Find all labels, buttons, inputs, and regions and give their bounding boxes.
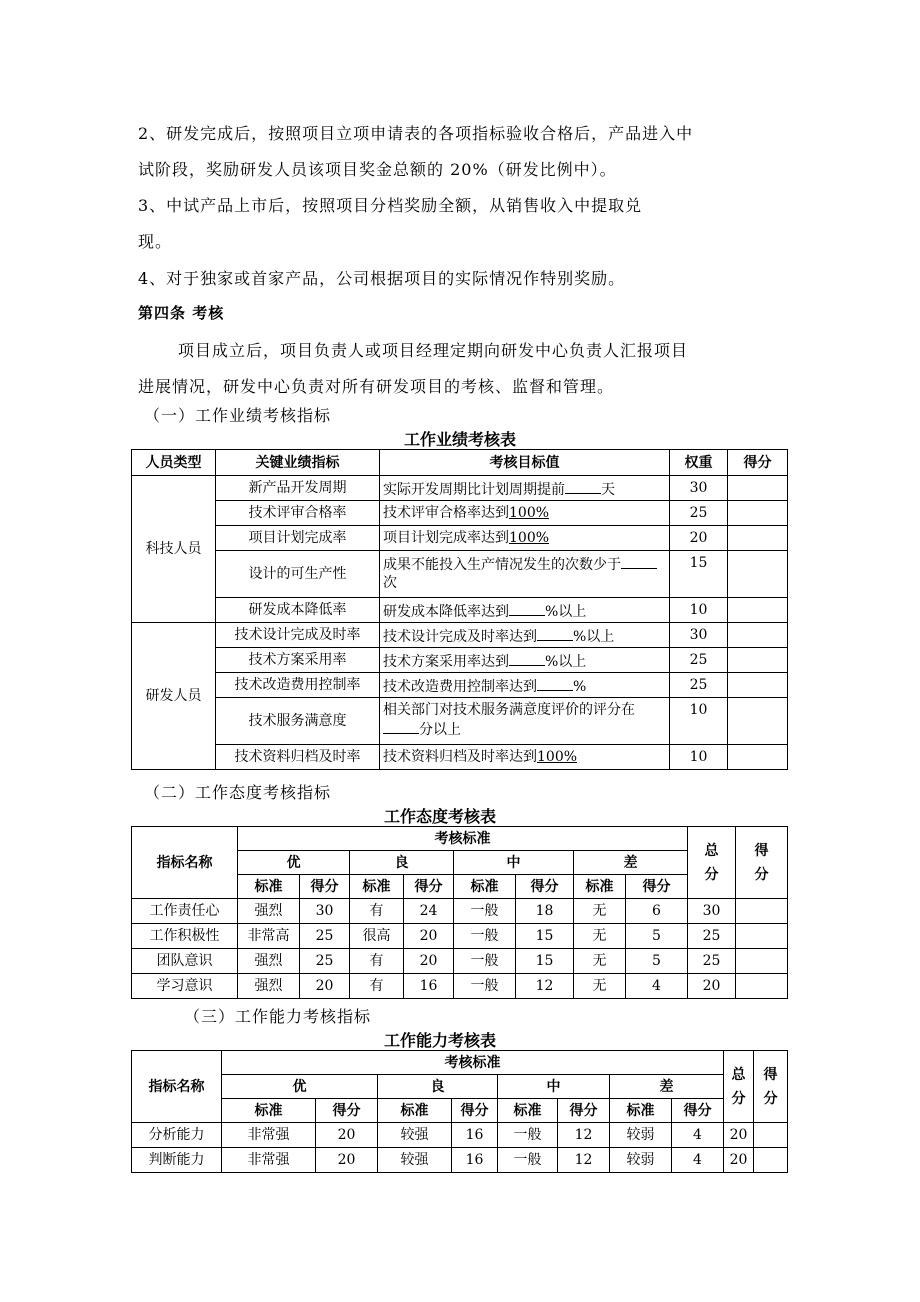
table-row bbox=[132, 623, 788, 648]
target-text: 技术方案采用率达到 bbox=[383, 654, 509, 670]
score-value-cell: 16 bbox=[404, 974, 454, 999]
standard-cell: 一般 bbox=[498, 1123, 558, 1148]
target-value: 100% bbox=[509, 505, 550, 521]
table-row bbox=[132, 551, 788, 598]
target-cell bbox=[380, 501, 670, 526]
grade-header: 优 bbox=[222, 1075, 378, 1099]
sub-header-standard: 标准 bbox=[378, 1099, 452, 1123]
score-value-cell: 20 bbox=[316, 1123, 378, 1148]
sub-header-score: 得分 bbox=[672, 1099, 724, 1123]
target-text: 技术改造费用控制率达到 bbox=[383, 679, 537, 695]
standard-cell: 较弱 bbox=[610, 1148, 672, 1173]
table-row bbox=[132, 899, 788, 924]
score-value-cell: 12 bbox=[516, 974, 574, 999]
standard-cell: 非常强 bbox=[222, 1148, 316, 1173]
header-name: 指标名称 bbox=[132, 827, 238, 899]
target-text: 技术评审合格率达到 bbox=[383, 505, 509, 521]
score-value-cell: 24 bbox=[404, 899, 454, 924]
weight-cell: 20 bbox=[670, 526, 728, 551]
paragraph-3-line2: 现。 bbox=[138, 232, 173, 251]
target-text: 相关部门对技术服务满意度评价的评分在 bbox=[383, 702, 635, 718]
indicator-cell: 设计的可生产性 bbox=[216, 551, 380, 598]
score-value-cell: 25 bbox=[300, 949, 350, 974]
table-row bbox=[132, 526, 788, 551]
total-cell: 20 bbox=[724, 1123, 754, 1148]
header-indicator: 关键业绩指标 bbox=[216, 450, 380, 476]
indicator-cell: 研发成本降低率 bbox=[216, 598, 380, 623]
sub-header-standard: 标准 bbox=[574, 875, 626, 899]
sub-header-standard: 标准 bbox=[238, 875, 300, 899]
target-cell bbox=[380, 623, 670, 648]
score-value-cell: 20 bbox=[404, 949, 454, 974]
score-cell bbox=[728, 698, 788, 745]
target-value: 100% bbox=[509, 530, 550, 546]
table-row bbox=[132, 698, 788, 745]
score-cell bbox=[736, 924, 788, 949]
target-cell bbox=[380, 648, 670, 673]
indicator-cell: 新产品开发周期 bbox=[216, 476, 380, 501]
table-row bbox=[132, 924, 788, 949]
standard-cell: 强烈 bbox=[238, 899, 300, 924]
score-cell bbox=[728, 551, 788, 598]
sub-header-standard: 标准 bbox=[454, 875, 516, 899]
table-row bbox=[132, 648, 788, 673]
score-cell bbox=[728, 745, 788, 770]
weight-cell: 10 bbox=[670, 698, 728, 745]
header-row bbox=[132, 827, 788, 851]
score-value-cell: 12 bbox=[558, 1148, 610, 1173]
sub-header-score: 得分 bbox=[316, 1099, 378, 1123]
table-row bbox=[132, 673, 788, 698]
target-cell bbox=[380, 745, 670, 770]
intro-line1: 项目成立后，项目负责人或项目经理定期向研发中心负责人汇报项目 bbox=[178, 341, 689, 360]
weight-cell: 30 bbox=[670, 623, 728, 648]
score-cell bbox=[728, 501, 788, 526]
standard-cell: 很高 bbox=[350, 924, 404, 949]
paragraph-2-line1: 2、研发完成后，按照项目立项申请表的各项指标验收合格后，产品进入中 bbox=[138, 124, 694, 143]
person-type-cell: 研发人员 bbox=[132, 623, 216, 770]
indicator-name: 判断能力 bbox=[132, 1148, 222, 1173]
score-value-cell: 20 bbox=[316, 1148, 378, 1173]
target-unit: 天 bbox=[601, 482, 615, 498]
standard-cell: 有 bbox=[350, 899, 404, 924]
header-target: 考核目标值 bbox=[380, 450, 670, 476]
target-unit: %以上 bbox=[573, 629, 615, 645]
score-value-cell: 30 bbox=[300, 899, 350, 924]
blank-line bbox=[621, 554, 657, 569]
grade-header: 差 bbox=[574, 851, 688, 875]
indicator-cell: 项目计划完成率 bbox=[216, 526, 380, 551]
total-cell: 25 bbox=[688, 924, 736, 949]
score-value-cell: 18 bbox=[516, 899, 574, 924]
ability-table bbox=[131, 1050, 788, 1173]
table-row bbox=[132, 501, 788, 526]
score-value-cell: 12 bbox=[558, 1123, 610, 1148]
header-standard: 考核标准 bbox=[238, 827, 688, 851]
score-value-cell: 20 bbox=[300, 974, 350, 999]
score-cell bbox=[736, 899, 788, 924]
indicator-name: 团队意识 bbox=[132, 949, 238, 974]
header-total bbox=[724, 1051, 754, 1123]
section-2-heading: （二）工作态度考核指标 bbox=[144, 783, 332, 802]
header-total-label: 总分 bbox=[704, 842, 719, 883]
header-score-label: 得分 bbox=[763, 1066, 778, 1107]
score-cell bbox=[736, 974, 788, 999]
standard-cell: 较强 bbox=[378, 1123, 452, 1148]
total-cell: 25 bbox=[688, 949, 736, 974]
sub-header-score: 得分 bbox=[626, 875, 688, 899]
target-cell bbox=[380, 673, 670, 698]
indicator-cell: 技术方案采用率 bbox=[216, 648, 380, 673]
score-value-cell: 4 bbox=[626, 974, 688, 999]
target-cell bbox=[380, 598, 670, 623]
indicator-name: 工作积极性 bbox=[132, 924, 238, 949]
score-value-cell: 20 bbox=[404, 924, 454, 949]
grade-header: 良 bbox=[350, 851, 454, 875]
blank-line bbox=[509, 651, 545, 666]
target-text: 实际开发周期比计划周期提前 bbox=[383, 482, 565, 498]
header-score: 得分 bbox=[728, 450, 788, 476]
sub-header-standard: 标准 bbox=[350, 875, 404, 899]
weight-cell: 25 bbox=[670, 673, 728, 698]
paragraph-3-line1: 3、中试产品上市后，按照项目分档奖励全额，从销售收入中提取兑 bbox=[138, 196, 643, 215]
standard-cell: 较弱 bbox=[610, 1123, 672, 1148]
header-name: 指标名称 bbox=[132, 1051, 222, 1123]
person-type-cell: 科技人员 bbox=[132, 476, 216, 623]
target-cell bbox=[380, 526, 670, 551]
score-value-cell: 5 bbox=[626, 949, 688, 974]
grade-row bbox=[132, 1075, 788, 1099]
standard-cell: 有 bbox=[350, 949, 404, 974]
score-cell bbox=[728, 598, 788, 623]
standard-cell: 一般 bbox=[454, 974, 516, 999]
standard-cell: 无 bbox=[574, 949, 626, 974]
header-row bbox=[132, 1051, 788, 1075]
weight-cell: 30 bbox=[670, 476, 728, 501]
score-value-cell: 4 bbox=[672, 1148, 724, 1173]
sub-header-standard: 标准 bbox=[610, 1099, 672, 1123]
total-cell: 20 bbox=[724, 1148, 754, 1173]
header-standard: 考核标准 bbox=[222, 1051, 724, 1075]
score-cell bbox=[754, 1123, 788, 1148]
blank-line bbox=[509, 601, 545, 616]
blank-line bbox=[537, 676, 573, 691]
score-value-cell: 25 bbox=[300, 924, 350, 949]
target-cell bbox=[380, 476, 670, 501]
standard-cell: 较强 bbox=[378, 1148, 452, 1173]
standard-cell: 一般 bbox=[498, 1148, 558, 1173]
target-text: 项目计划完成率达到 bbox=[383, 530, 509, 546]
table-row bbox=[132, 1123, 788, 1148]
target-text: 研发成本降低率达到 bbox=[383, 604, 509, 620]
table-row bbox=[132, 598, 788, 623]
target-text: 成果不能投入生产情况发生的次数少于 bbox=[383, 557, 621, 573]
score-cell bbox=[728, 648, 788, 673]
attitude-table bbox=[131, 826, 788, 999]
standard-cell: 非常强 bbox=[222, 1123, 316, 1148]
standard-cell: 一般 bbox=[454, 949, 516, 974]
score-value-cell: 6 bbox=[626, 899, 688, 924]
target-text: 技术设计完成及时率达到 bbox=[383, 629, 537, 645]
score-value-cell: 16 bbox=[452, 1148, 498, 1173]
score-cell bbox=[736, 949, 788, 974]
paragraph-2-line2: 试阶段，奖励研发人员该项目奖金总额的 20%（研发比例中）。 bbox=[138, 160, 617, 179]
weight-cell: 25 bbox=[670, 648, 728, 673]
target-cell bbox=[380, 698, 670, 745]
indicator-cell: 技术改造费用控制率 bbox=[216, 673, 380, 698]
grade-header: 优 bbox=[238, 851, 350, 875]
standard-cell: 一般 bbox=[454, 899, 516, 924]
score-value-cell: 16 bbox=[452, 1123, 498, 1148]
blank-line bbox=[565, 479, 601, 494]
weight-cell: 25 bbox=[670, 501, 728, 526]
target-unit: %以上 bbox=[545, 654, 587, 670]
sub-header-score: 得分 bbox=[452, 1099, 498, 1123]
standard-cell: 强烈 bbox=[238, 974, 300, 999]
article-4-heading: 第四条 考核 bbox=[138, 304, 225, 322]
blank-line bbox=[537, 626, 573, 641]
grade-header: 中 bbox=[498, 1075, 610, 1099]
total-cell: 20 bbox=[688, 974, 736, 999]
table-row bbox=[132, 974, 788, 999]
score-cell bbox=[728, 526, 788, 551]
weight-cell: 15 bbox=[670, 551, 728, 598]
standard-cell: 无 bbox=[574, 924, 626, 949]
total-cell: 30 bbox=[688, 899, 736, 924]
target-value: 100% bbox=[537, 749, 578, 765]
score-value-cell: 5 bbox=[626, 924, 688, 949]
table-row bbox=[132, 476, 788, 501]
standard-cell: 一般 bbox=[454, 924, 516, 949]
grade-header: 差 bbox=[610, 1075, 724, 1099]
header-score bbox=[736, 827, 788, 899]
score-cell bbox=[728, 673, 788, 698]
score-value-cell: 4 bbox=[672, 1123, 724, 1148]
score-cell bbox=[728, 623, 788, 648]
standard-cell: 非常高 bbox=[238, 924, 300, 949]
sub-header-score: 得分 bbox=[404, 875, 454, 899]
sub-header-standard: 标准 bbox=[498, 1099, 558, 1123]
target-cell bbox=[380, 551, 670, 598]
target-unit: % bbox=[573, 679, 587, 695]
header-row bbox=[132, 450, 788, 476]
target-unit: 分以上 bbox=[419, 722, 461, 738]
section-1-heading: （一）工作业绩考核指标 bbox=[144, 406, 332, 425]
grade-header: 中 bbox=[454, 851, 574, 875]
grade-header: 良 bbox=[378, 1075, 498, 1099]
intro-line2: 进展情况，研发中心负责对所有研发项目的考核、监督和管理。 bbox=[138, 377, 615, 396]
score-value-cell: 15 bbox=[516, 924, 574, 949]
indicator-cell: 技术服务满意度 bbox=[216, 698, 380, 745]
standard-cell: 强烈 bbox=[238, 949, 300, 974]
indicator-cell: 技术评审合格率 bbox=[216, 501, 380, 526]
header-weight: 权重 bbox=[670, 450, 728, 476]
weight-cell: 10 bbox=[670, 745, 728, 770]
indicator-cell: 技术资料归档及时率 bbox=[216, 745, 380, 770]
score-cell bbox=[754, 1148, 788, 1173]
sub-header-row bbox=[132, 1099, 788, 1123]
paragraph-4: 4、对于独家或首家产品，公司根据项目的实际情况作特别奖励。 bbox=[138, 269, 626, 288]
indicator-name: 学习意识 bbox=[132, 974, 238, 999]
header-total-label: 总分 bbox=[731, 1066, 746, 1107]
standard-cell: 有 bbox=[350, 974, 404, 999]
header-type: 人员类型 bbox=[132, 450, 216, 476]
sub-header-score: 得分 bbox=[300, 875, 350, 899]
attitude-table-title: 工作态度考核表 bbox=[383, 807, 496, 826]
header-total bbox=[688, 827, 736, 899]
table-row bbox=[132, 949, 788, 974]
blank-line bbox=[383, 719, 419, 734]
performance-table-title: 工作业绩考核表 bbox=[403, 430, 516, 449]
indicator-name: 工作责任心 bbox=[132, 899, 238, 924]
score-cell bbox=[728, 476, 788, 501]
indicator-cell: 技术设计完成及时率 bbox=[216, 623, 380, 648]
target-unit: %以上 bbox=[545, 604, 587, 620]
ability-table-title: 工作能力考核表 bbox=[383, 1031, 496, 1050]
target-text: 技术资料归档及时率达到 bbox=[383, 749, 537, 765]
table-row bbox=[132, 1148, 788, 1173]
sub-header-standard: 标准 bbox=[222, 1099, 316, 1123]
target-unit: 次 bbox=[383, 575, 397, 591]
score-value-cell: 15 bbox=[516, 949, 574, 974]
sub-header-score: 得分 bbox=[516, 875, 574, 899]
standard-cell: 无 bbox=[574, 899, 626, 924]
weight-cell: 10 bbox=[670, 598, 728, 623]
table-row bbox=[132, 745, 788, 770]
section-3-heading: （三）工作能力考核指标 bbox=[184, 1007, 372, 1026]
header-score bbox=[754, 1051, 788, 1123]
sub-header-score: 得分 bbox=[558, 1099, 610, 1123]
performance-table bbox=[131, 449, 788, 770]
standard-cell: 无 bbox=[574, 974, 626, 999]
indicator-name: 分析能力 bbox=[132, 1123, 222, 1148]
header-score-label: 得分 bbox=[754, 842, 769, 883]
